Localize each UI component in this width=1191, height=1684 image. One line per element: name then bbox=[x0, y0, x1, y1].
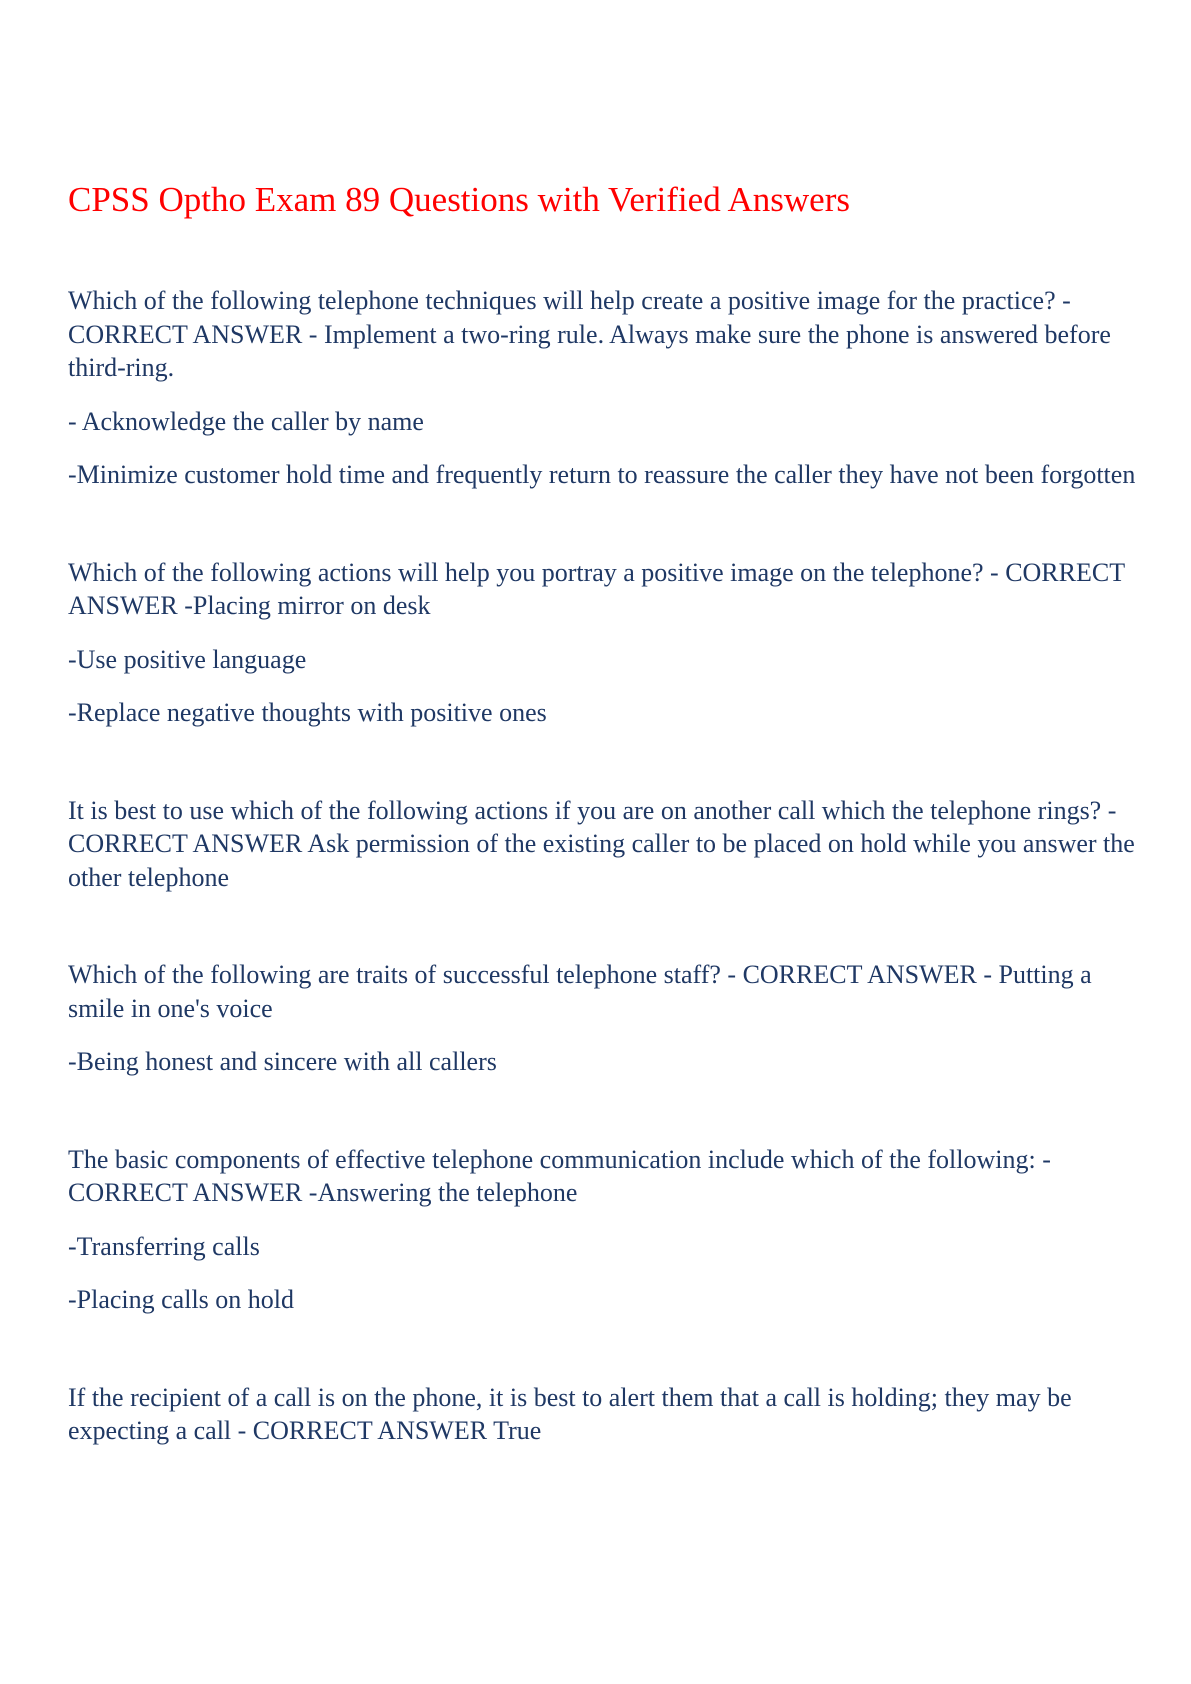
qa-list bbox=[68, 284, 1138, 1512]
question-text: Which of the following actions will help you portray a positive image on the telephone? - CORRECT ANSWER -Placing mirror on desk bbox=[68, 557, 1125, 620]
question-text: The basic components of effective telephone communication include which of the following: - CORRECT ANSWER -Answering the telephone bbox=[68, 1144, 1051, 1207]
answer-line: -Replace negative thoughts with positive ones bbox=[68, 698, 547, 727]
question-text: It is best to use which of the following actions if you are on another call which the telephone rings? - CORRECT ANSWER Ask permission of the existing caller to be placed on hold while you answer the other telephone bbox=[68, 795, 1135, 892]
question-text: If the recipient of a call is on the phone, it is best to alert them that a call is holding; they may be expecting a call - CORRECT ANSWER True bbox=[68, 1382, 1072, 1445]
qa-item bbox=[68, 1381, 1138, 1448]
answer-line: -Minimize customer hold time and frequently return to reassure the caller they have not been forgotten bbox=[68, 460, 1136, 489]
answer-line: - Acknowledge the caller by name bbox=[68, 406, 424, 436]
document-title: CPSS Optho Exam 89 Questions with Verified Answers bbox=[68, 180, 850, 219]
answer-line: -Being honest and sincere with all callers bbox=[68, 1047, 497, 1076]
question-text: Which of the following are traits of successful telephone staff? - CORRECT ANSWER - Putting a smile in one's voice bbox=[68, 960, 1092, 1023]
qa-item bbox=[68, 284, 1138, 492]
qa-item bbox=[68, 556, 1138, 730]
qa-item bbox=[68, 794, 1138, 895]
answer-line: -Use positive language bbox=[68, 644, 307, 674]
answer-line: -Placing calls on hold bbox=[68, 1285, 295, 1314]
qa-item bbox=[68, 1143, 1138, 1317]
answer-line: -Transferring calls bbox=[68, 1231, 260, 1261]
question-text: Which of the following telephone techniques will help create a positive image for the practice? - CORRECT ANSWER - Implement a two-ring rule. Always make sure the phone is answered before third-ring. bbox=[68, 286, 1111, 382]
qa-item bbox=[68, 958, 1138, 1079]
